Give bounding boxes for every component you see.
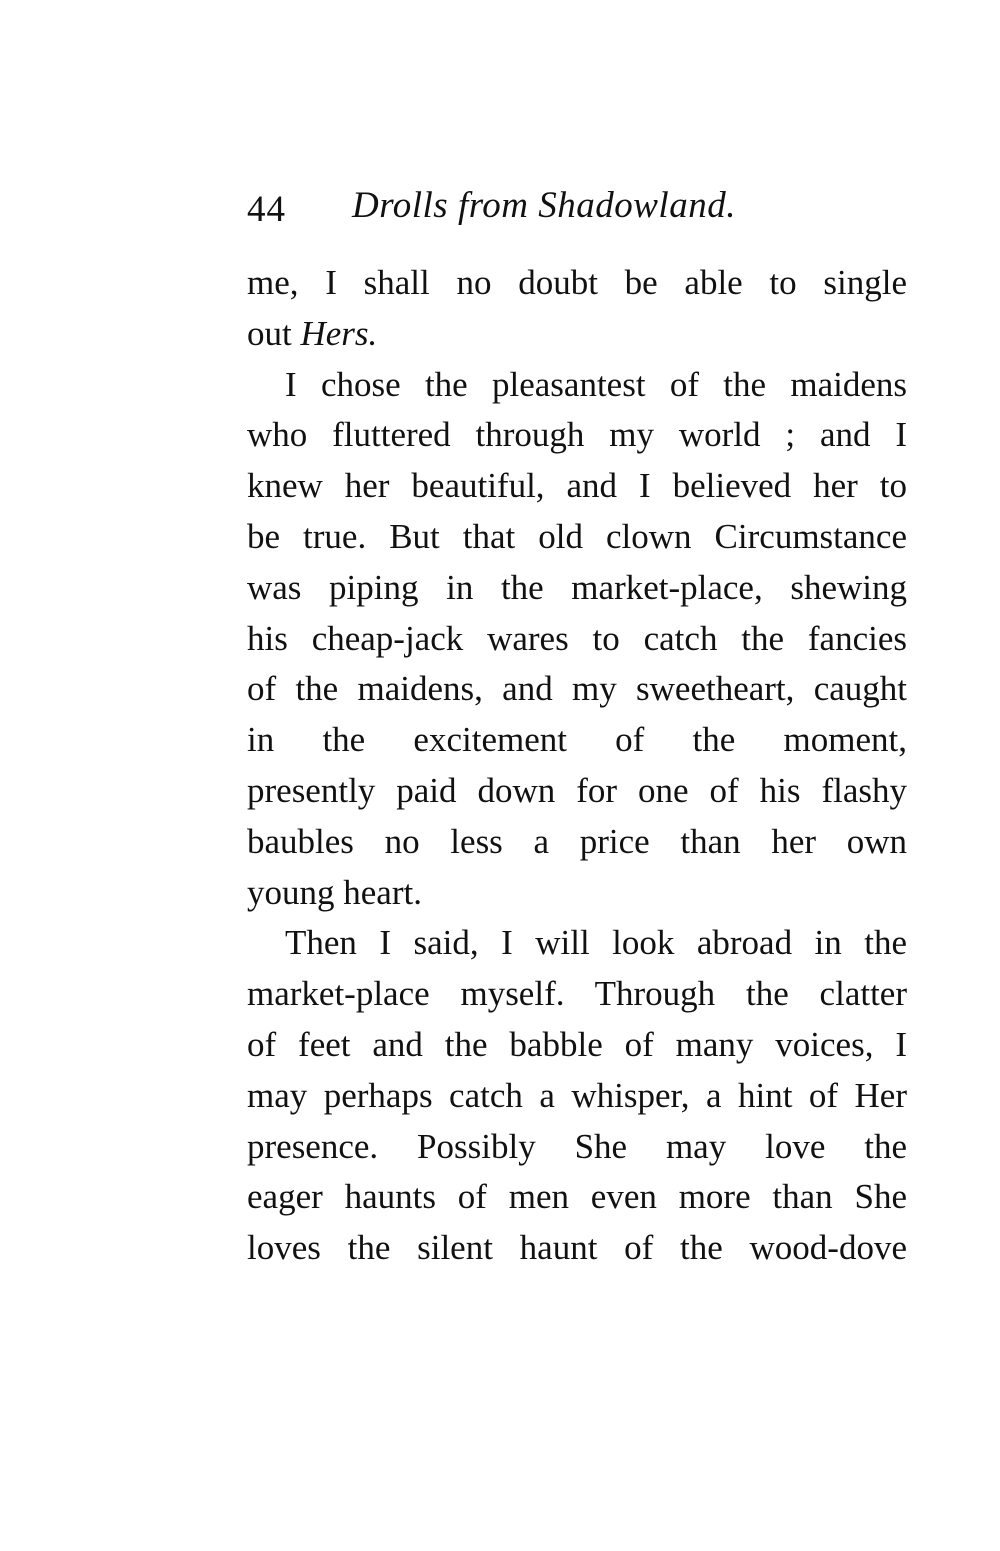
text-line: loves the silent haunt of the wood-dove xyxy=(247,1228,907,1268)
text-line: be true. But that old clown Circumstance xyxy=(247,516,907,556)
paragraph-1 xyxy=(247,258,907,360)
text-line xyxy=(247,309,907,360)
paragraph-3 xyxy=(247,918,907,1274)
paragraph-2 xyxy=(247,360,907,919)
text-line: presently paid down for one of his flashy xyxy=(247,770,907,810)
text-line-start: out xyxy=(247,313,292,353)
text-line: I chose the pleasantest of the maidens xyxy=(285,364,907,404)
text-line: presence. Possibly She may love the xyxy=(247,1126,907,1166)
text-line: who fluttered through my world ; and I xyxy=(247,415,907,455)
text-line: knew her beautiful, and I believed her to xyxy=(247,466,907,506)
text-line: me, I shall no doubt be able to single xyxy=(247,263,907,302)
text-line: market-place myself. Through the clatter xyxy=(247,974,907,1014)
text-line: may perhaps catch a whisper, a hint of Her xyxy=(247,1075,907,1115)
text-line: was piping in the market-place, shewing xyxy=(247,567,907,607)
page-number: 44 xyxy=(247,189,286,230)
text-line: his cheap-jack wares to catch the fancies xyxy=(247,618,907,658)
text-line: young heart. xyxy=(247,872,422,912)
text-line: in the excitement of the moment, xyxy=(247,720,907,760)
text-line: of feet and the babble of many voices, I xyxy=(247,1024,907,1064)
text-line: eager haunts of men even more than She xyxy=(247,1177,907,1217)
page-header xyxy=(247,176,907,236)
text-line: of the maidens, and my sweetheart, caught xyxy=(247,669,907,709)
body-text xyxy=(247,258,907,1274)
text-line: baubles no less a price than her own xyxy=(247,821,907,861)
italic-word: Hers. xyxy=(300,313,378,353)
text-line: Then I said, I will look abroad in the xyxy=(285,923,907,963)
running-title: Drolls from Shadowland. xyxy=(352,185,736,226)
